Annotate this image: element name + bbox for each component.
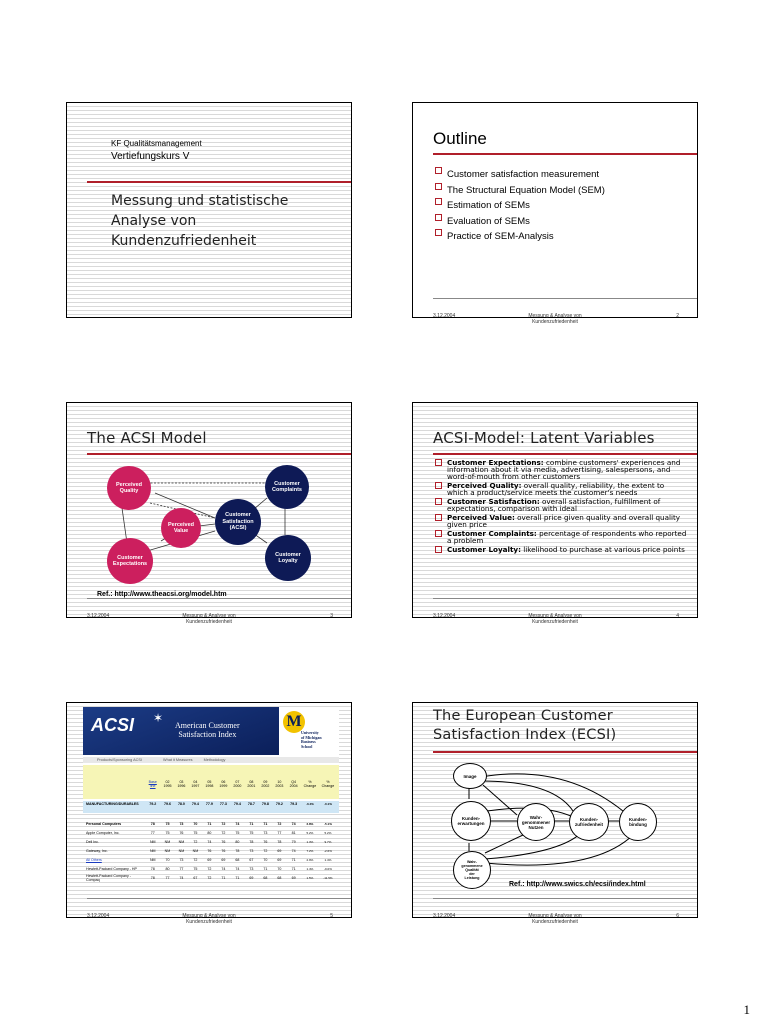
star-icon: ✶ bbox=[153, 711, 164, 725]
perceived-quality-node: Perceived Quality bbox=[107, 466, 151, 510]
table-cell: 75 bbox=[249, 830, 254, 835]
table-cell: NM bbox=[178, 839, 185, 844]
table-cell: Q4 2004 bbox=[289, 780, 298, 788]
slide-4 bbox=[412, 402, 698, 625]
table-cell: 72 bbox=[207, 875, 212, 880]
slide-3 bbox=[66, 402, 352, 625]
table-row bbox=[85, 873, 337, 882]
table-cell: 68 bbox=[277, 875, 282, 880]
footer-title: Messung & Analyse von Kundenzufriedenheit bbox=[182, 913, 236, 925]
table-cell: 71 bbox=[263, 821, 268, 826]
table-cell: 72 bbox=[221, 830, 226, 835]
table-cell: 72 bbox=[221, 821, 226, 826]
table-cell: NM bbox=[164, 848, 171, 853]
title-divider bbox=[87, 181, 351, 183]
table-cell: 71 bbox=[263, 866, 268, 871]
table-cell: 71 bbox=[235, 875, 240, 880]
reference-link[interactable]: Ref.: http://www.swics.ch/ecsi/index.html bbox=[509, 881, 646, 888]
slide-2-title: Outline bbox=[433, 129, 487, 148]
table-cell: 74 bbox=[179, 875, 184, 880]
table-cell: 7.2% bbox=[306, 848, 314, 853]
table-cell: 74 bbox=[291, 821, 296, 826]
footer-title: Messung & Analyse von Kundenzufriedenheit bbox=[182, 613, 236, 625]
footer-title: Messung & Analyse von Kundenzufriedenheit bbox=[528, 613, 582, 625]
footer-divider bbox=[433, 898, 697, 899]
customer-expectations-node: Customer Expectations bbox=[107, 538, 153, 584]
nav-link[interactable]: Methodology bbox=[203, 758, 226, 762]
table-cell: -9.0% bbox=[324, 866, 332, 871]
footer-slide-number: 5 bbox=[330, 913, 333, 919]
table-cell: 79.6 bbox=[163, 802, 171, 806]
row-label[interactable]: All Others bbox=[86, 857, 102, 862]
list-item: Perceived Quality: overall quality, reliability, the extent to which a product/service meets the customer's needs bbox=[435, 482, 687, 496]
table-cell: -11.5% bbox=[323, 875, 333, 880]
perceived-value-node: Wahr- genommener Nutzen bbox=[517, 803, 555, 841]
table-cell: 03 1996 bbox=[177, 780, 186, 788]
table-cell: 1.3% bbox=[306, 839, 314, 844]
table-section-row bbox=[85, 799, 337, 809]
table-header-row bbox=[85, 777, 337, 791]
list-item: Customer Loyalty: likelihood to purchase at various price points bbox=[435, 546, 687, 553]
table-cell: 08 2001 bbox=[247, 780, 256, 788]
table-cell: 71 bbox=[291, 866, 296, 871]
table-cell: NM bbox=[149, 848, 156, 853]
row-label: Hewlett-Packard Company - Compaq bbox=[86, 873, 131, 882]
table-cell: 72 bbox=[263, 848, 268, 853]
table-cell: 72 bbox=[193, 839, 198, 844]
footer-slide-number: 3 bbox=[330, 613, 333, 619]
table-cell: 77 bbox=[277, 830, 282, 835]
table-cell: 76 bbox=[179, 830, 184, 835]
row-label: Apple Computer, Inc. bbox=[86, 830, 120, 835]
reference-link[interactable]: Ref.: http://www.theacsi.org/model.htm bbox=[97, 591, 227, 598]
slide-1 bbox=[66, 102, 352, 318]
table-cell: 1.5% bbox=[306, 875, 314, 880]
acsi-nav-bar bbox=[83, 757, 339, 763]
table-cell: Base line bbox=[148, 780, 157, 788]
table-cell: 79.8 bbox=[261, 802, 269, 806]
table-cell: 78 bbox=[150, 875, 155, 880]
list-item: Perceived Value: overall price given quality and overall quality given price bbox=[435, 514, 687, 528]
acsi-scores-table bbox=[85, 777, 337, 882]
table-cell: 73 bbox=[249, 848, 254, 853]
table-cell: 80 bbox=[235, 839, 240, 844]
table-cell: 78 bbox=[277, 839, 282, 844]
acsi-brand: American Customer Satisfaction Index bbox=[175, 721, 240, 739]
table-cell: -2.6% bbox=[324, 848, 332, 853]
table-cell: 69 bbox=[277, 848, 282, 853]
table-cell: 78 bbox=[150, 866, 155, 871]
table-cell: 9.7% bbox=[324, 839, 332, 844]
table-cell: 77.3 bbox=[219, 802, 227, 806]
table-cell: 2.8% bbox=[306, 821, 314, 826]
slide-3-title: The ACSI Model bbox=[87, 429, 207, 447]
nav-link[interactable]: Products/Sponsoring ACSI bbox=[97, 758, 142, 762]
acsi-banner bbox=[83, 707, 339, 755]
table-cell: NM bbox=[164, 839, 171, 844]
list-item: Customer satisfaction measurement bbox=[435, 167, 605, 183]
table-cell: 74 bbox=[235, 821, 240, 826]
table-cell: 77 bbox=[179, 866, 184, 871]
row-label: Hewlett-Packard Company - HP bbox=[86, 866, 137, 871]
table-cell: 09 2002 bbox=[261, 780, 270, 788]
table-cell: % Change bbox=[303, 780, 317, 788]
table-row bbox=[85, 855, 337, 864]
table-cell: 79.4 bbox=[233, 802, 241, 806]
table-cell: 69 bbox=[291, 875, 296, 880]
slide-2 bbox=[412, 102, 698, 325]
table-cell: 78 bbox=[150, 821, 155, 826]
footer-date: 3.12.2004 bbox=[433, 613, 456, 619]
table-cell: 76 bbox=[207, 848, 212, 853]
list-item: Evaluation of SEMs bbox=[435, 214, 605, 230]
table-cell: -5.1% bbox=[324, 821, 332, 826]
table-cell: % Change bbox=[321, 780, 335, 788]
table-cell: NM bbox=[149, 857, 156, 862]
list-item: Estimation of SEMs bbox=[435, 198, 605, 214]
table-cell: 74 bbox=[221, 866, 226, 871]
footer-slide-number: 4 bbox=[676, 613, 679, 619]
table-cell: 79.4 bbox=[191, 802, 199, 806]
perceived-quality-node: Wahr- genommene Qualität der Leistung bbox=[453, 851, 491, 889]
table-cell: 72 bbox=[193, 857, 198, 862]
table-cell: 67 bbox=[193, 875, 198, 880]
footer-slide-number: 6 bbox=[676, 913, 679, 919]
table-cell: 1.4% bbox=[324, 857, 332, 862]
table-row bbox=[85, 837, 337, 846]
table-cell: 79.3 bbox=[290, 802, 298, 806]
table-cell: 72 bbox=[277, 821, 282, 826]
table-cell: -0.1% bbox=[324, 802, 332, 806]
table-cell: 68 bbox=[235, 857, 240, 862]
table-cell: 67 bbox=[249, 857, 254, 862]
course-subtitle: Vertiefungskurs V bbox=[111, 151, 190, 162]
table-cell: 68 bbox=[263, 875, 268, 880]
table-cell: 70 bbox=[193, 821, 198, 826]
footer-title: Messung & Analyse von Kundenzufriedenheit bbox=[528, 313, 582, 325]
row-label bbox=[85, 777, 145, 791]
outline-list bbox=[435, 167, 605, 245]
table-cell: 73 bbox=[263, 830, 268, 835]
table-cell: 70 bbox=[263, 857, 268, 862]
table-cell: 78 bbox=[249, 839, 254, 844]
table-cell: 75 bbox=[165, 830, 170, 835]
table-cell: 05 1998 bbox=[205, 780, 214, 788]
customer-complaints-node: Customer Complaints bbox=[265, 465, 309, 509]
table-cell: 75 bbox=[193, 830, 198, 835]
customer-satisfaction-node: Customer Satisfaction (ACSI) bbox=[215, 499, 261, 545]
course-name: KF Qualitätsmanagement bbox=[111, 139, 202, 148]
table-cell: 1.4% bbox=[306, 866, 314, 871]
acsi-model-arrows bbox=[67, 403, 353, 619]
footer-divider bbox=[87, 598, 351, 599]
acsi-logo-panel bbox=[83, 707, 279, 755]
table-cell: 79 bbox=[291, 839, 296, 844]
table-cell: 71 bbox=[221, 875, 226, 880]
table-cell: 79.2 bbox=[149, 802, 157, 806]
table-cell: 81 bbox=[291, 830, 296, 835]
title-divider bbox=[433, 153, 697, 155]
table-cell: -0.4% bbox=[306, 802, 314, 806]
table-cell: 69 bbox=[221, 857, 226, 862]
table-cell: 78.0 bbox=[177, 802, 185, 806]
customer-loyalty-node: Customer Loyalty bbox=[265, 535, 311, 581]
footer-date: 3.12.2004 bbox=[433, 913, 456, 919]
table-cell: NM bbox=[178, 848, 185, 853]
footer-divider bbox=[87, 898, 351, 899]
row-label: Gateway, Inc. bbox=[86, 848, 108, 853]
table-cell: 77 bbox=[165, 875, 170, 880]
list-item: Customer Complaints: percentage of respondents who reported a problem bbox=[435, 530, 687, 544]
slide-6 bbox=[412, 702, 698, 925]
list-item: The Structural Equation Model (SEM) bbox=[435, 183, 605, 199]
table-cell: 71 bbox=[249, 821, 254, 826]
acsi-logo: ACSI bbox=[91, 715, 135, 735]
slide-6-title: The European Customer Satisfaction Index (ECSI) bbox=[433, 708, 617, 743]
satisfaction-node: Kunden- zufriedenheit bbox=[569, 803, 609, 841]
table-row bbox=[85, 864, 337, 873]
table-cell: 76 bbox=[221, 848, 226, 853]
table-cell: 74 bbox=[235, 866, 240, 871]
table-cell: 75 bbox=[165, 821, 170, 826]
table-cell: 69 bbox=[277, 857, 282, 862]
table-cell: 74 bbox=[207, 839, 212, 844]
table-cell: 5.2% bbox=[306, 830, 314, 835]
nav-link[interactable]: What it Measures bbox=[163, 758, 193, 762]
table-cell: 71 bbox=[207, 821, 212, 826]
table-cell: 75 bbox=[193, 866, 198, 871]
table-row bbox=[85, 819, 337, 828]
table-cell: 78 bbox=[235, 848, 240, 853]
perceived-value-node: Perceived Value bbox=[161, 508, 201, 548]
table-cell: 74 bbox=[291, 848, 296, 853]
table-row bbox=[85, 846, 337, 855]
table-cell: 72 bbox=[207, 866, 212, 871]
footer-divider bbox=[433, 298, 697, 299]
table-cell: 73 bbox=[249, 866, 254, 871]
university-name: University of Michigan Business School bbox=[301, 730, 322, 749]
row-label: Dell Inc. bbox=[86, 839, 99, 844]
page-number: 1 bbox=[743, 1002, 750, 1017]
table-cell: 79.2 bbox=[275, 802, 283, 806]
row-label: MANUFACTURING/DURABLES bbox=[86, 802, 139, 806]
table-cell: 76 bbox=[221, 839, 226, 844]
table-cell: 2.9% bbox=[306, 857, 314, 862]
list-item: Customer Satisfaction: overall satisfaction, fulfillment of expectations, comparison with ideal bbox=[435, 498, 687, 512]
table-cell: 77.9 bbox=[205, 802, 213, 806]
table-cell: 5.2% bbox=[324, 830, 332, 835]
footer-date: 3.12.2004 bbox=[87, 613, 110, 619]
table-cell: NM bbox=[149, 839, 156, 844]
table-cell: 76 bbox=[263, 839, 268, 844]
row-label: Personal Computers bbox=[86, 821, 122, 826]
university-m-logo: M bbox=[283, 711, 305, 733]
footer-title: Messung & Analyse von Kundenzufriedenheit bbox=[528, 913, 582, 925]
table-cell: 71 bbox=[291, 857, 296, 862]
footer-date: 3.12.2004 bbox=[87, 913, 110, 919]
table-cell: 75 bbox=[235, 830, 240, 835]
table-cell: 10 2003 bbox=[275, 780, 284, 788]
table-cell: 07 2000 bbox=[233, 780, 242, 788]
table-row bbox=[85, 828, 337, 837]
list-item: Customer Expectations: combine customers' experiences and information about it via media, advertising, salespersons, and word-of-mouth from other customers bbox=[435, 459, 687, 480]
title-divider bbox=[433, 453, 697, 455]
table-cell: 73 bbox=[179, 821, 184, 826]
table-cell: 69 bbox=[207, 857, 212, 862]
table-cell: 02 1995 bbox=[163, 780, 172, 788]
latent-variables-list bbox=[435, 459, 687, 553]
table-cell: 69 bbox=[249, 875, 254, 880]
image-node: Image bbox=[453, 763, 487, 789]
slide-5 bbox=[66, 702, 352, 925]
table-cell: 78.7 bbox=[247, 802, 255, 806]
table-cell: 73 bbox=[179, 857, 184, 862]
table-cell: 06 1999 bbox=[219, 780, 228, 788]
slide-1-title: Messung und statistische Analyse von Kundenzufriedenheit bbox=[111, 193, 289, 249]
footer-date: 3.12.2004 bbox=[433, 313, 456, 319]
table-cell: 80 bbox=[207, 830, 212, 835]
footer-divider bbox=[433, 598, 697, 599]
table-cell: 04 1997 bbox=[191, 780, 200, 788]
table-cell: 80 bbox=[165, 866, 170, 871]
table-cell: 70 bbox=[277, 866, 282, 871]
footer-slide-number: 2 bbox=[676, 313, 679, 319]
expectations-node: Kunden- erwartungen bbox=[451, 801, 491, 841]
table-cell: 77 bbox=[150, 830, 155, 835]
table-cell: 70 bbox=[165, 857, 170, 862]
slide-4-title: ACSI-Model: Latent Variables bbox=[433, 429, 655, 447]
list-item: Practice of SEM-Analysis bbox=[435, 229, 605, 245]
table-cell: NM bbox=[192, 848, 199, 853]
loyalty-node: Kunden- bindung bbox=[619, 803, 657, 841]
